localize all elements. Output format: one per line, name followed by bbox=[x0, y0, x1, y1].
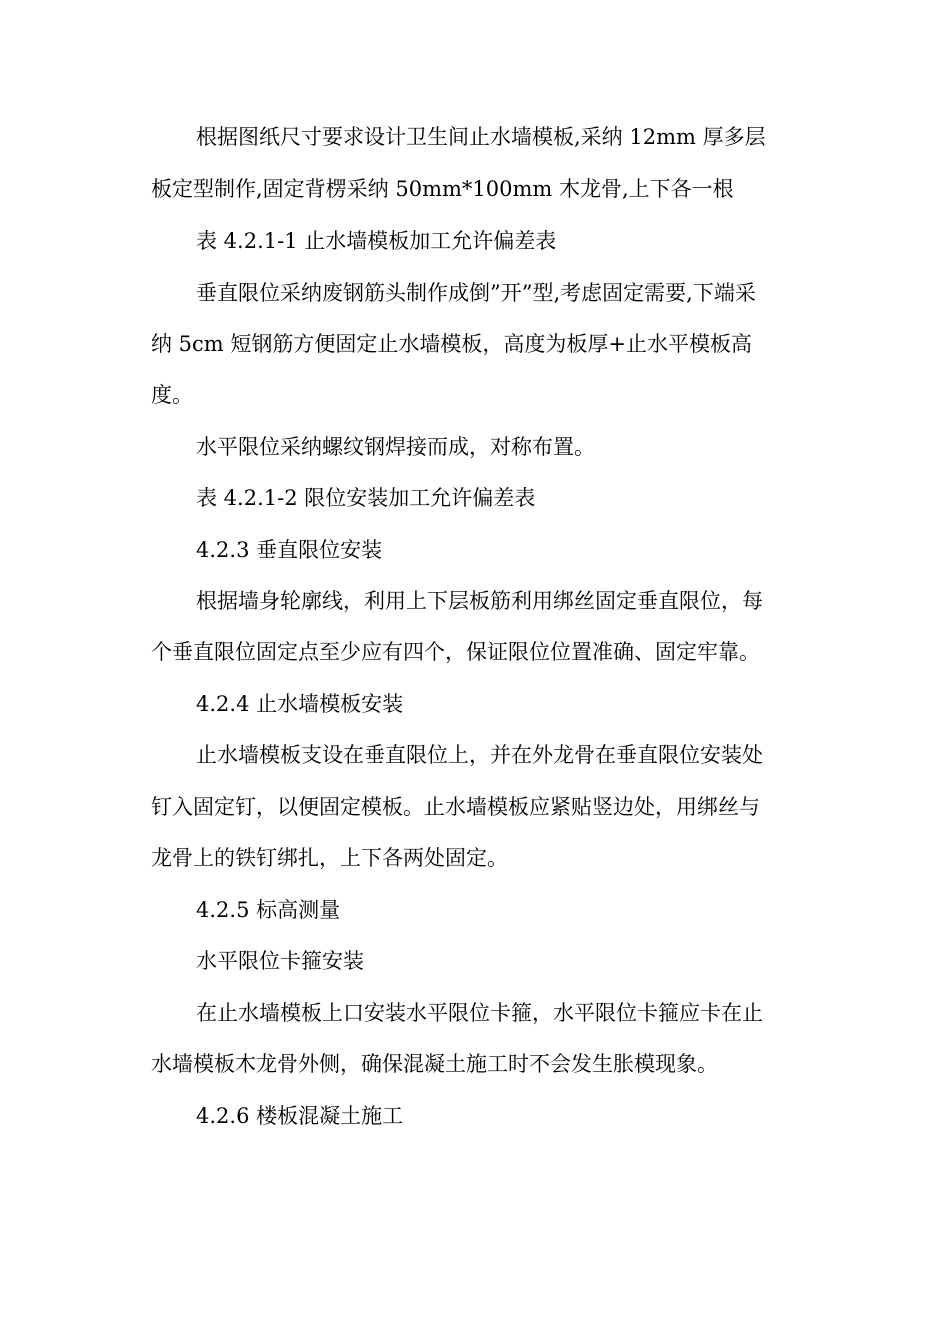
table-caption: 表 4.2.1-1 止水墙模板加工允许偏差表 bbox=[196, 229, 557, 253]
paragraph-line: 个垂直限位固定点至少应有四个，保证限位位置准确、固定牢靠。 bbox=[151, 640, 760, 664]
paragraph-line: 龙骨上的铁钉绑扎，上下各两处固定。 bbox=[151, 846, 508, 870]
paragraph-line: 水墙模板木龙骨外侧，确保混凝土施工时不会发生胀模现象。 bbox=[151, 1052, 718, 1076]
paragraph-line: 根据墙身轮廓线，利用上下层板筋利用绑丝固定垂直限位，每 bbox=[196, 589, 763, 613]
section-heading: 4.2.3 垂直限位安装 bbox=[196, 538, 383, 562]
paragraph-line: 度。 bbox=[151, 383, 193, 407]
table-caption: 表 4.2.1-2 限位安装加工允许偏差表 bbox=[196, 486, 536, 510]
paragraph-line: 纳 5cm 短钢筋方便固定止水墙模板，高度为板厚+止水平模板高 bbox=[151, 332, 752, 356]
section-heading: 4.2.6 楼板混凝土施工 bbox=[196, 1104, 404, 1128]
paragraph-line: 止水墙模板支设在垂直限位上，并在外龙骨在垂直限位安装处 bbox=[196, 743, 763, 767]
paragraph-line: 板定型制作,固定背楞采纳 50mm*100mm 木龙骨,上下各一根 bbox=[151, 177, 734, 201]
paragraph-line: 钉入固定钉，以便固定模板。止水墙模板应紧贴竖边处，用绑丝与 bbox=[151, 795, 760, 819]
section-heading: 4.2.4 止水墙模板安装 bbox=[196, 692, 404, 716]
paragraph-line: 垂直限位采纳废钢筋头制作成倒”开”型,考虑固定需要,下端采 bbox=[196, 281, 756, 305]
section-heading: 4.2.5 标高测量 bbox=[196, 898, 341, 922]
paragraph-line: 水平限位采纳螺纹钢焊接而成，对称布置。 bbox=[196, 435, 595, 459]
paragraph-line: 在止水墙模板上口安装水平限位卡箍，水平限位卡箍应卡在止 bbox=[196, 1001, 763, 1025]
paragraph-line: 根据图纸尺寸要求设计卫生间止水墙模板,采纳 12mm 厚多层 bbox=[196, 125, 766, 149]
subsection-heading: 水平限位卡箍安装 bbox=[196, 949, 364, 973]
